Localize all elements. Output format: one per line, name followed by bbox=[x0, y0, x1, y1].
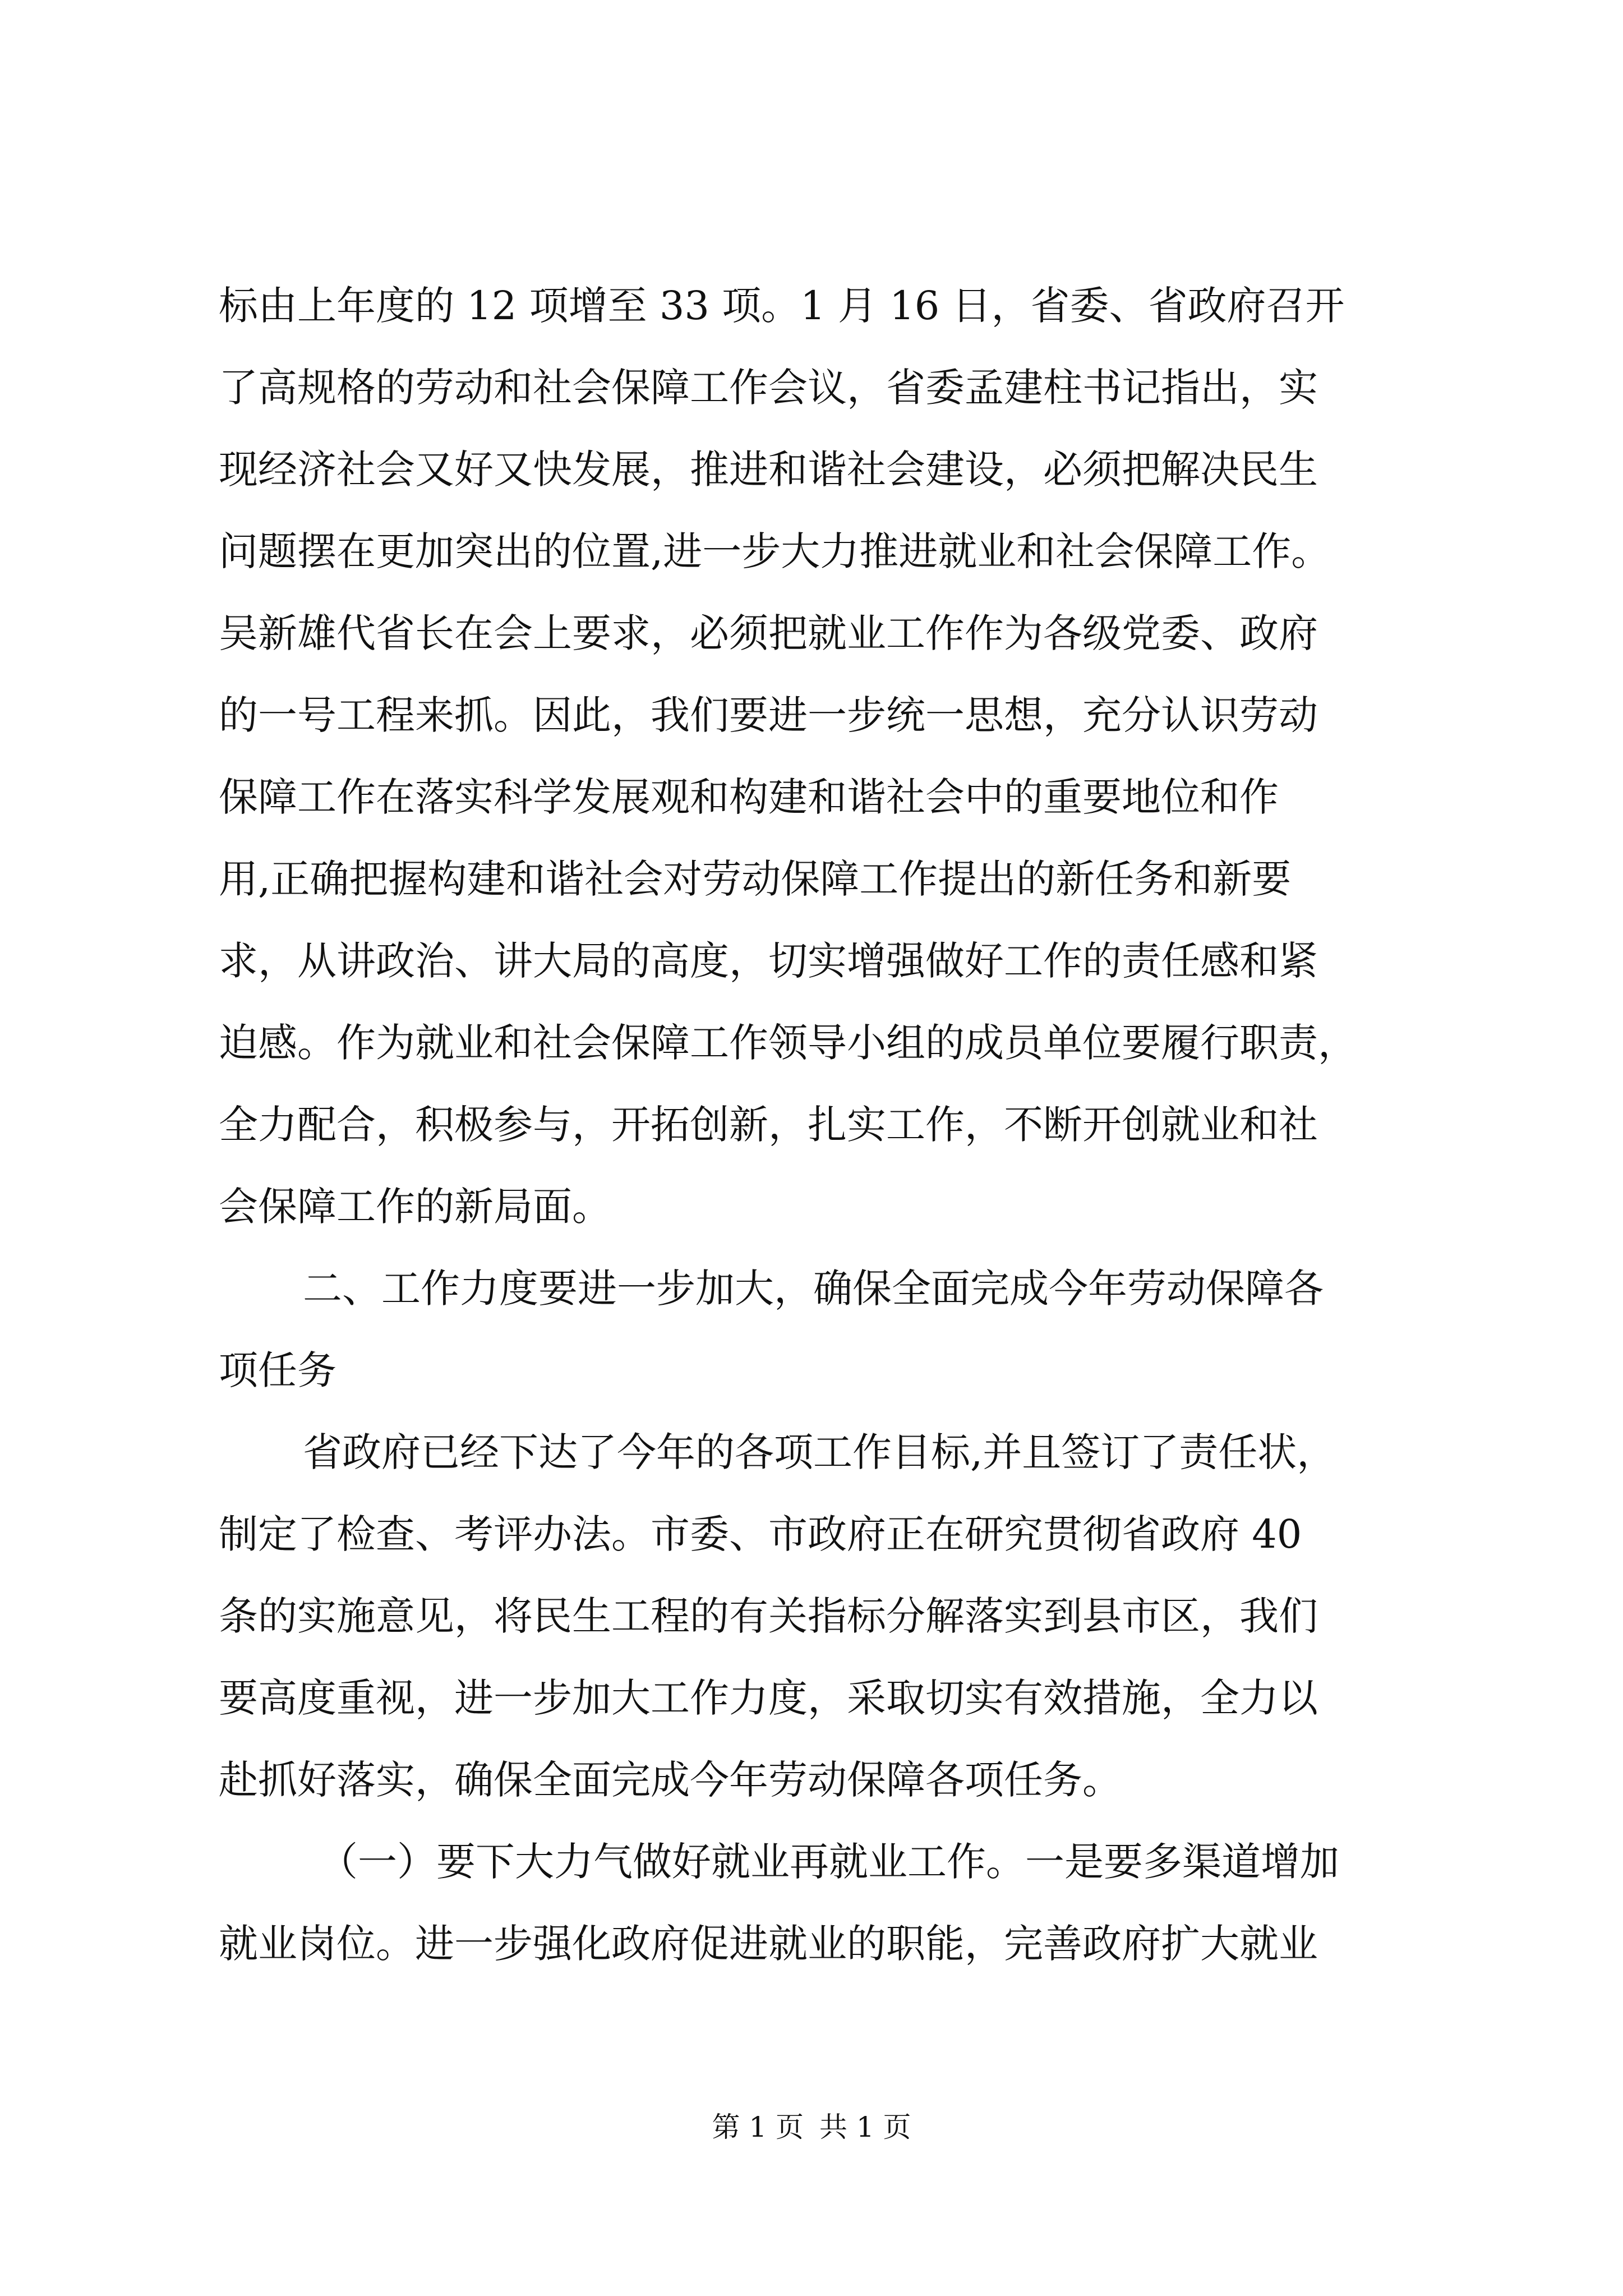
body-text bbox=[219, 265, 1419, 1985]
section-heading: 二、工作力度要进一步加大，确保全面完成今年劳动保障各 bbox=[303, 1266, 1324, 1312]
text-line: 吴新雄代省长在会上要求，必须把就业工作作为各级党委、政府 bbox=[219, 610, 1318, 656]
page-footer bbox=[0, 2110, 1623, 2144]
text-line: 会保障工作的新局面。 bbox=[219, 1184, 611, 1230]
text-line: 标由上年度的 12 项增至 33 项。1 月 16 日，省委、省政府召开 bbox=[219, 283, 1345, 329]
text-line: 就业岗位。进一步强化政府促进就业的职能，完善政府扩大就业 bbox=[219, 1921, 1318, 1967]
text-line: 现经济社会又好又快发展，推进和谐社会建设，必须把解决民生 bbox=[219, 447, 1318, 493]
text-line: 的一号工程来抓。因此，我们要进一步统一思想，充分认识劳动 bbox=[219, 692, 1318, 738]
text-line: 迫感。作为就业和社会保障工作领导小组的成员单位要履行职责， bbox=[219, 1020, 1357, 1066]
text-line: 保障工作在落实科学发展观和构建和谐社会中的重要地位和作 bbox=[219, 774, 1279, 820]
section-heading-continued: 项任务 bbox=[219, 1347, 336, 1393]
text-line: 了高规格的劳动和社会保障工作会议，省委孟建柱书记指出，实 bbox=[219, 365, 1318, 411]
text-line: 省政府已经下达了今年的各项工作目标,并且签订了责任状， bbox=[303, 1429, 1336, 1475]
page-total: 共 1 页 bbox=[819, 2111, 911, 2143]
page-number: 第 1 页 bbox=[712, 2111, 804, 2143]
text-line: 求，从讲政治、讲大局的高度，切实增强做好工作的责任感和紧 bbox=[219, 938, 1318, 984]
text-line: 全力配合，积极参与，开拓创新，扎实工作，不断开创就业和社 bbox=[219, 1102, 1318, 1148]
text-line: 制定了检查、考评办法。市委、市政府正在研究贯彻省政府 40 bbox=[219, 1511, 1302, 1557]
text-line: 用,正确把握构建和谐社会对劳动保障工作提出的新任务和新要 bbox=[219, 856, 1292, 902]
text-line: 要高度重视，进一步加大工作力度，采取切实有效措施，全力以 bbox=[219, 1675, 1318, 1721]
subsection-heading: （一）要下大力气做好就业再就业工作。一是要多渠道增加 bbox=[319, 1839, 1339, 1885]
text-line: 赴抓好落实，确保全面完成今年劳动保障各项任务。 bbox=[219, 1757, 1122, 1803]
text-line: 问题摆在更加突出的位置,进一步大力推进就业和社会保障工作。 bbox=[219, 528, 1331, 574]
text-line: 条的实施意见，将民生工程的有关指标分解落实到县市区，我们 bbox=[219, 1593, 1318, 1639]
